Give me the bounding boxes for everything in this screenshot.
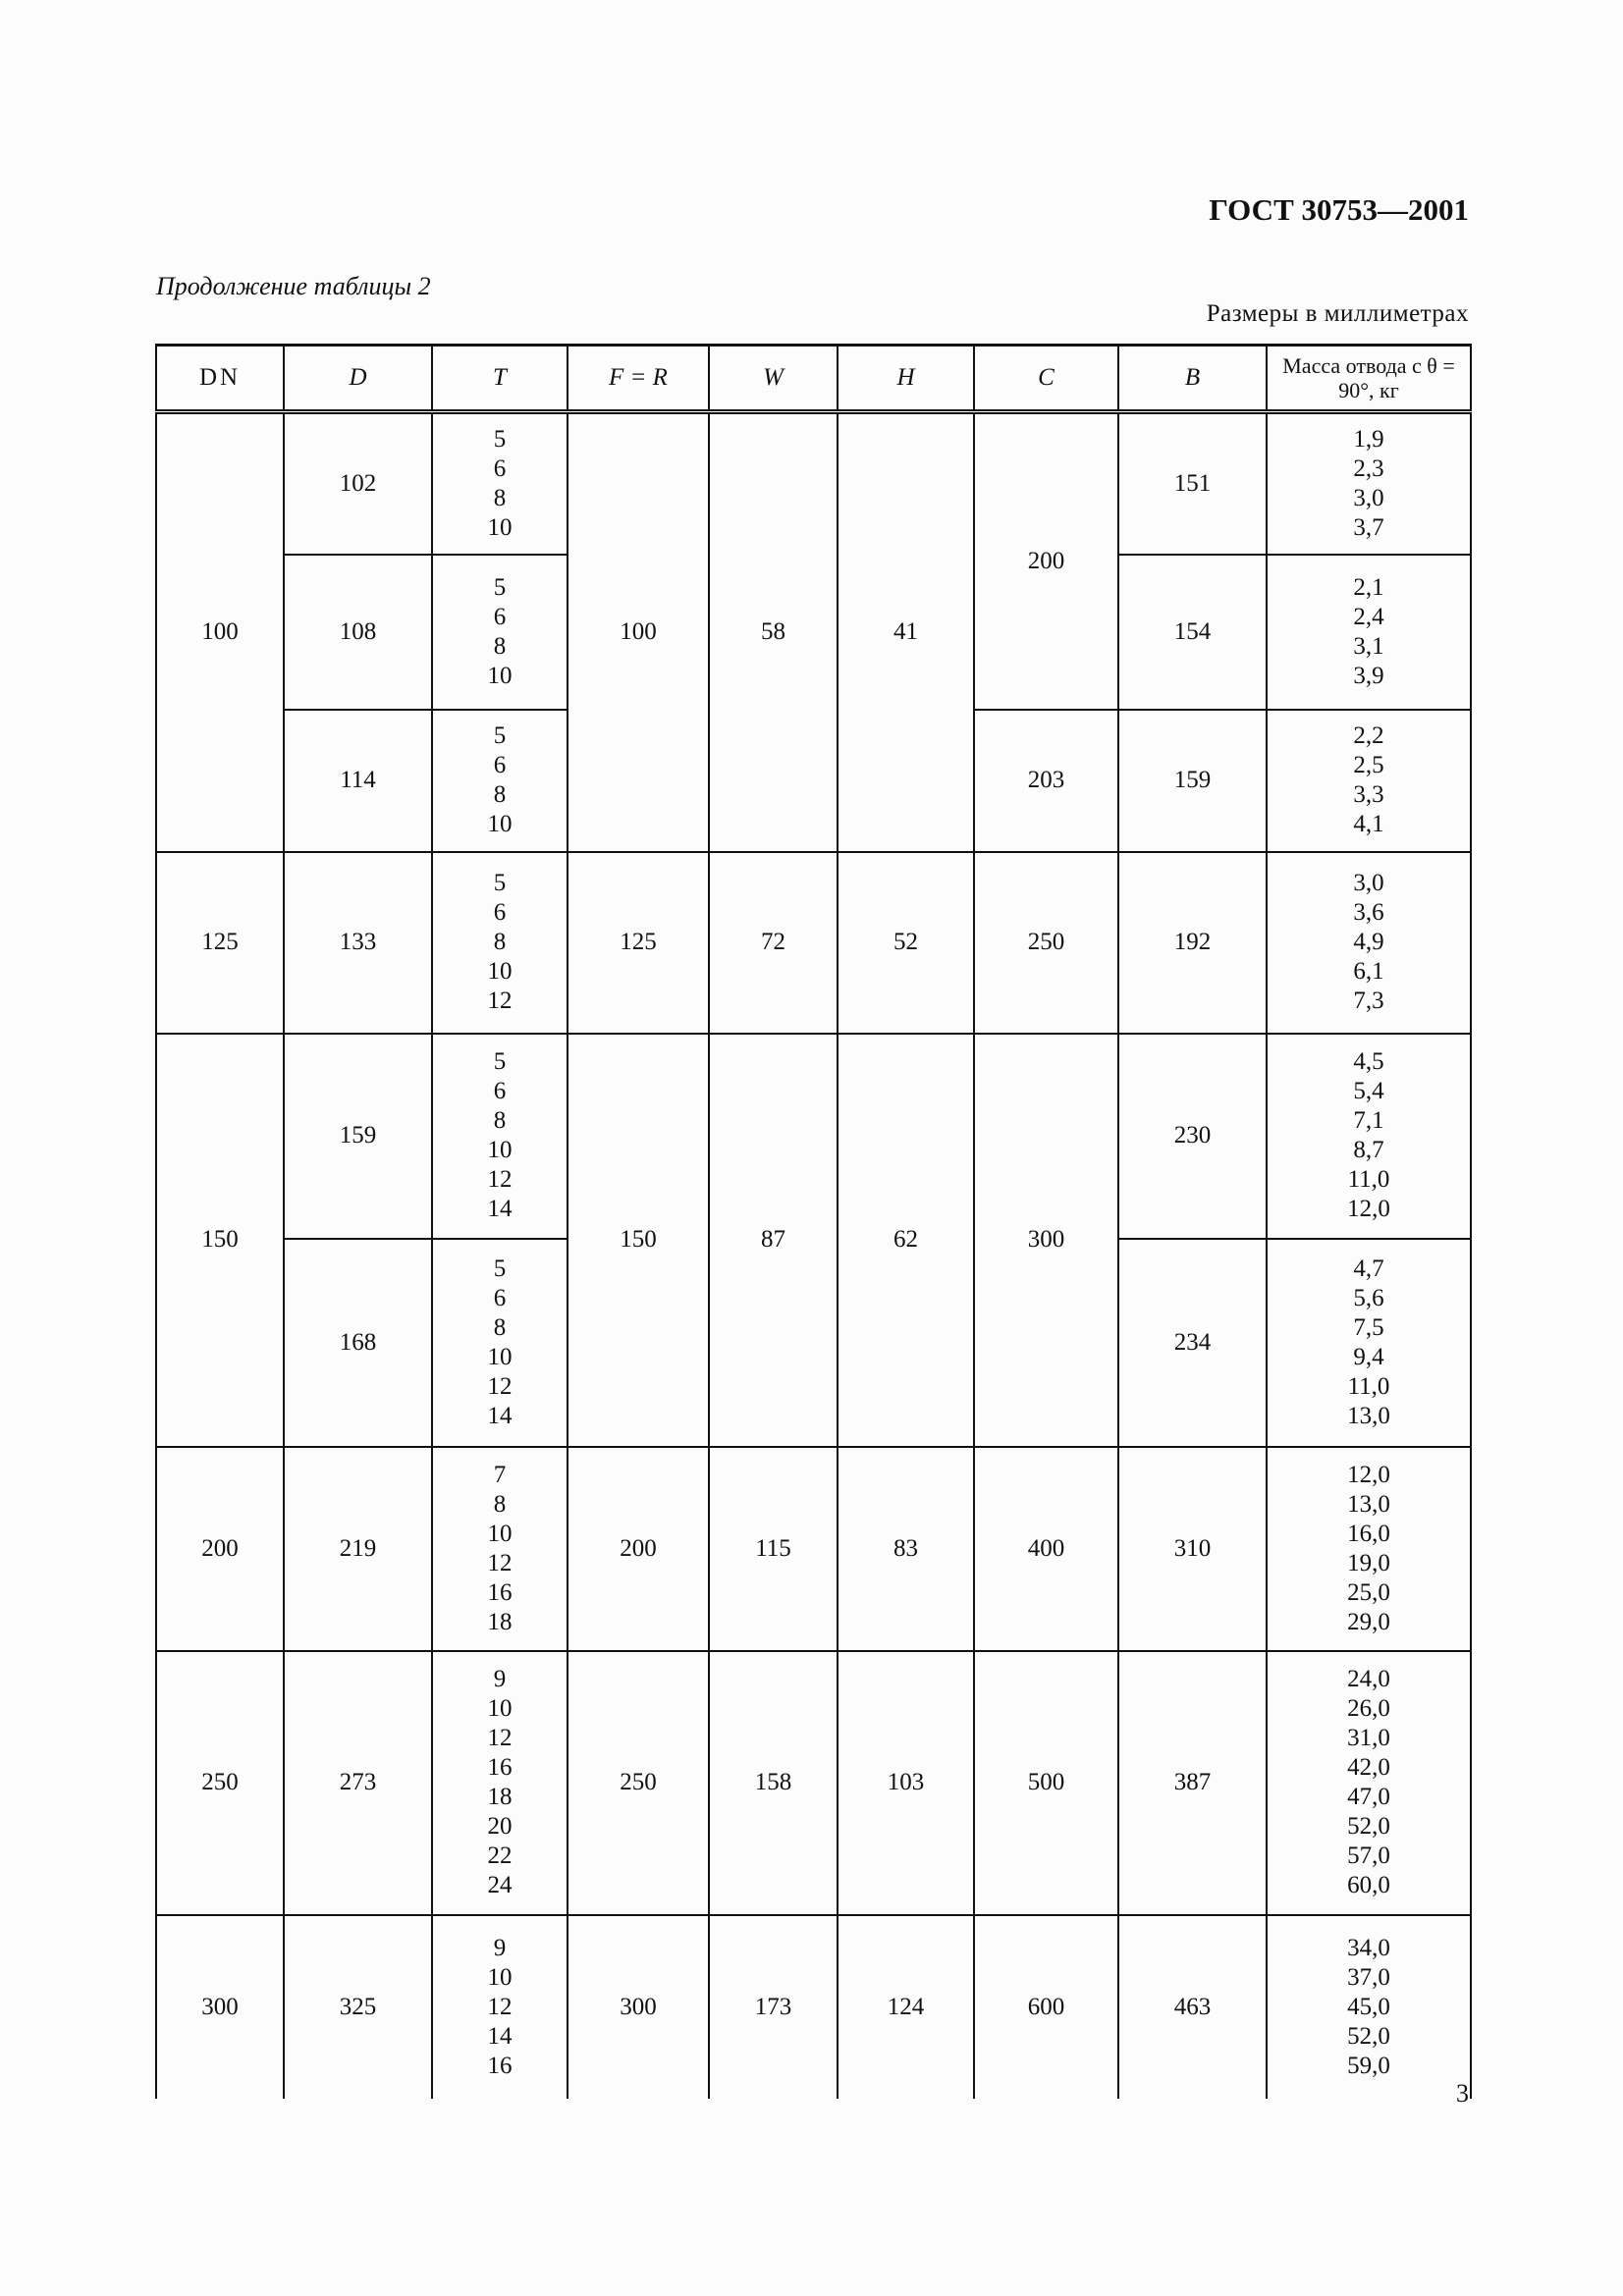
cell-t-value: 6 xyxy=(493,603,507,630)
cell-t-value: 14 xyxy=(487,1196,513,1222)
cell-t-value: 10 xyxy=(487,1695,513,1722)
cell-t xyxy=(432,412,568,555)
cell-t-value: 5 xyxy=(493,1255,507,1282)
cell-b: 151 xyxy=(1118,412,1267,555)
cell-mass-value: 5,6 xyxy=(1353,1284,1384,1311)
cell-t-value: 12 xyxy=(487,1166,513,1193)
cell-d: 325 xyxy=(284,1915,432,2099)
cell-d: 133 xyxy=(284,852,432,1034)
cell-mass-value: 8,7 xyxy=(1353,1137,1384,1163)
cell-mass-value: 5,4 xyxy=(1353,1078,1384,1104)
cell-f-r: 200 xyxy=(568,1447,709,1651)
cell-mass-value: 3,0 xyxy=(1353,484,1384,511)
cell-b: 159 xyxy=(1118,710,1267,852)
cell-t-value: 10 xyxy=(487,811,513,837)
cell-c: 300 xyxy=(974,1034,1118,1447)
cell-d: 159 xyxy=(284,1034,432,1239)
cell-dn: 300 xyxy=(156,1915,284,2099)
cell-mass-value: 52,0 xyxy=(1347,2022,1390,2050)
cell-mass-value: 1,9 xyxy=(1353,425,1384,453)
cell-mass-value: 57,0 xyxy=(1347,1842,1390,1869)
cell-mass-value: 2,2 xyxy=(1353,722,1384,749)
cell-dn: 100 xyxy=(156,412,284,852)
cell-mass-value: 13,0 xyxy=(1347,1490,1390,1518)
cell-t-value: 10 xyxy=(487,1520,513,1547)
cell-c: 200 xyxy=(974,412,1118,710)
cell-mass xyxy=(1267,412,1471,555)
cell-f-r: 300 xyxy=(568,1915,709,2099)
cell-mass-value: 4,7 xyxy=(1353,1255,1384,1282)
cell-t-value: 8 xyxy=(493,929,507,955)
cell-mass-value: 7,1 xyxy=(1353,1107,1384,1134)
cell-t-value: 5 xyxy=(493,722,507,749)
cell-mass-value: 16,0 xyxy=(1347,1520,1390,1547)
cell-t-value: 10 xyxy=(487,1343,513,1370)
header-row xyxy=(156,346,1471,412)
cell-d: 114 xyxy=(284,710,432,852)
cell-w: 87 xyxy=(709,1034,838,1447)
cell-d: 168 xyxy=(284,1239,432,1447)
cell-mass-value: 12,0 xyxy=(1347,1461,1390,1488)
cell-c: 203 xyxy=(974,710,1118,852)
cell-mass-value: 31,0 xyxy=(1347,1725,1390,1751)
cell-mass-value: 2,5 xyxy=(1353,752,1384,778)
cell-mass-value: 6,1 xyxy=(1353,958,1384,985)
cell-mass xyxy=(1267,555,1471,710)
cell-mass-value: 37,0 xyxy=(1347,1963,1390,1991)
table-row xyxy=(156,1447,1471,1651)
cell-mass-value: 59,0 xyxy=(1347,2052,1390,2079)
cell-t-value: 6 xyxy=(493,1284,507,1311)
cell-mass-value: 11,0 xyxy=(1347,1166,1390,1193)
cell-mass-value: 3,6 xyxy=(1353,899,1384,926)
cell-mass-value: 3,3 xyxy=(1353,781,1384,808)
cell-h: 124 xyxy=(838,1915,974,2099)
cell-h: 41 xyxy=(838,412,974,852)
cell-t-value: 14 xyxy=(487,2022,513,2050)
table-row xyxy=(156,1651,1471,1915)
cell-f-r: 250 xyxy=(568,1651,709,1915)
cell-t-value: 6 xyxy=(493,454,507,482)
cell-mass-value: 34,0 xyxy=(1347,1934,1390,1961)
cell-w: 173 xyxy=(709,1915,838,2099)
cell-mass-value: 11,0 xyxy=(1347,1372,1390,1400)
cell-t-value: 6 xyxy=(493,752,507,778)
cell-t xyxy=(432,1915,568,2099)
cell-mass-value: 4,9 xyxy=(1353,929,1384,955)
cell-mass-value: 12,0 xyxy=(1347,1196,1390,1222)
cell-mass-value: 25,0 xyxy=(1347,1578,1390,1606)
cell-t-value: 18 xyxy=(487,1784,513,1810)
col-header-t: T xyxy=(432,346,568,412)
cell-t-value: 7 xyxy=(493,1461,507,1488)
col-header-d: D xyxy=(284,346,432,412)
cell-t-value: 12 xyxy=(487,1725,513,1751)
cell-mass-value: 19,0 xyxy=(1347,1549,1390,1576)
cell-d: 219 xyxy=(284,1447,432,1651)
table-row xyxy=(156,412,1471,555)
cell-mass-value: 2,3 xyxy=(1353,454,1384,482)
table-row xyxy=(156,1034,1471,1239)
cell-c: 600 xyxy=(974,1915,1118,2099)
col-header-b: B xyxy=(1118,346,1267,412)
cell-b: 230 xyxy=(1118,1034,1267,1239)
cell-b: 154 xyxy=(1118,555,1267,710)
cell-w: 158 xyxy=(709,1651,838,1915)
cell-t-value: 10 xyxy=(487,1137,513,1163)
cell-t-value: 9 xyxy=(493,1934,507,1961)
cell-t-value: 9 xyxy=(493,1666,507,1692)
cell-mass xyxy=(1267,1034,1471,1239)
cell-t xyxy=(432,1239,568,1447)
cell-c: 500 xyxy=(974,1651,1118,1915)
cell-t xyxy=(432,1447,568,1651)
cell-mass-value: 60,0 xyxy=(1347,1872,1390,1898)
cell-t-value: 12 xyxy=(487,1993,513,2020)
cell-mass xyxy=(1267,710,1471,852)
cell-c: 250 xyxy=(974,852,1118,1034)
cell-t-value: 8 xyxy=(493,632,507,660)
cell-h: 62 xyxy=(838,1034,974,1447)
cell-dn: 200 xyxy=(156,1447,284,1651)
col-header-c: C xyxy=(974,346,1118,412)
cell-b: 463 xyxy=(1118,1915,1267,2099)
cell-t-value: 10 xyxy=(487,662,513,689)
cell-b: 310 xyxy=(1118,1447,1267,1651)
cell-t-value: 20 xyxy=(487,1813,513,1840)
table-row xyxy=(156,852,1471,1034)
cell-t-value: 12 xyxy=(487,1372,513,1400)
cell-t-value: 8 xyxy=(493,1107,507,1134)
cell-t-value: 18 xyxy=(487,1608,513,1635)
cell-t-value: 24 xyxy=(487,1872,513,1898)
table-row xyxy=(156,1915,1471,2099)
cell-mass-value: 3,7 xyxy=(1353,513,1384,541)
cell-b: 387 xyxy=(1118,1651,1267,1915)
cell-mass-value: 7,3 xyxy=(1353,988,1384,1014)
cell-mass-value: 13,0 xyxy=(1347,1402,1390,1429)
standard-number: ГОСТ 30753—2001 xyxy=(1209,192,1469,227)
cell-t-value: 10 xyxy=(487,1963,513,1991)
units-note: Размеры в миллиметрах xyxy=(1206,300,1469,327)
cell-t-value: 8 xyxy=(493,1490,507,1518)
cell-t-value: 5 xyxy=(493,870,507,896)
cell-t-value: 22 xyxy=(487,1842,513,1869)
cell-f-r: 125 xyxy=(568,852,709,1034)
cell-f-r: 100 xyxy=(568,412,709,852)
cell-mass-value: 4,1 xyxy=(1353,811,1384,837)
cell-f-r: 150 xyxy=(568,1034,709,1447)
cell-h: 52 xyxy=(838,852,974,1034)
cell-mass-value: 29,0 xyxy=(1347,1608,1390,1635)
cell-t-value: 16 xyxy=(487,2052,513,2079)
cell-t-value: 5 xyxy=(493,573,507,601)
cell-dn: 150 xyxy=(156,1034,284,1447)
cell-mass-value: 42,0 xyxy=(1347,1754,1390,1781)
cell-d: 102 xyxy=(284,412,432,555)
cell-w: 115 xyxy=(709,1447,838,1651)
cell-mass xyxy=(1267,1447,1471,1651)
cell-mass xyxy=(1267,852,1471,1034)
cell-t-value: 8 xyxy=(493,484,507,511)
cell-dn: 250 xyxy=(156,1651,284,1915)
cell-dn: 125 xyxy=(156,852,284,1034)
cell-t-value: 12 xyxy=(487,988,513,1014)
cell-t-value: 6 xyxy=(493,899,507,926)
cell-t-value: 5 xyxy=(493,425,507,453)
col-header-w: W xyxy=(709,346,838,412)
cell-d: 108 xyxy=(284,555,432,710)
col-header-dn: DN xyxy=(156,346,284,412)
cell-t-value: 10 xyxy=(487,513,513,541)
cell-h: 103 xyxy=(838,1651,974,1915)
col-header-h: H xyxy=(838,346,974,412)
cell-c: 400 xyxy=(974,1447,1118,1651)
table-continuation-caption: Продолжение таблицы 2 xyxy=(156,272,431,300)
cell-mass-value: 26,0 xyxy=(1347,1695,1390,1722)
cell-t-value: 8 xyxy=(493,781,507,808)
cell-b: 192 xyxy=(1118,852,1267,1034)
cell-mass-value: 52,0 xyxy=(1347,1813,1390,1840)
cell-t-value: 5 xyxy=(493,1048,507,1075)
cell-t-value: 16 xyxy=(487,1754,513,1781)
cell-mass-value: 4,5 xyxy=(1353,1048,1384,1075)
cell-mass xyxy=(1267,1239,1471,1447)
col-header-f-r: F = R xyxy=(568,346,709,412)
cell-t-value: 6 xyxy=(493,1078,507,1104)
cell-mass-value: 3,1 xyxy=(1353,632,1384,660)
cell-w: 72 xyxy=(709,852,838,1034)
cell-mass-value: 7,5 xyxy=(1353,1313,1384,1341)
cell-t-value: 16 xyxy=(487,1578,513,1606)
dimensions-table xyxy=(155,344,1472,2099)
cell-t-value: 12 xyxy=(487,1549,513,1576)
cell-mass-value: 2,1 xyxy=(1353,573,1384,601)
cell-mass-value: 9,4 xyxy=(1353,1343,1384,1370)
cell-mass-value: 45,0 xyxy=(1347,1993,1390,2020)
cell-mass-value: 3,0 xyxy=(1353,870,1384,896)
cell-mass-value: 3,9 xyxy=(1353,662,1384,689)
cell-mass-value: 47,0 xyxy=(1347,1784,1390,1810)
cell-w: 58 xyxy=(709,412,838,852)
cell-d: 273 xyxy=(284,1651,432,1915)
cell-mass-value: 24,0 xyxy=(1347,1666,1390,1692)
cell-t xyxy=(432,710,568,852)
cell-t-value: 8 xyxy=(493,1313,507,1341)
cell-mass xyxy=(1267,1915,1471,2099)
cell-t xyxy=(432,1034,568,1239)
cell-mass xyxy=(1267,1651,1471,1915)
cell-t xyxy=(432,852,568,1034)
cell-t xyxy=(432,1651,568,1915)
cell-t-value: 14 xyxy=(487,1402,513,1429)
page-number: 3 xyxy=(1456,2079,1469,2108)
cell-t xyxy=(432,555,568,710)
col-header-mass: Масса отвода с θ = 90°, кг xyxy=(1267,346,1471,412)
cell-mass-value: 2,4 xyxy=(1353,603,1384,630)
cell-t-value: 10 xyxy=(487,958,513,985)
cell-b: 234 xyxy=(1118,1239,1267,1447)
cell-h: 83 xyxy=(838,1447,974,1651)
